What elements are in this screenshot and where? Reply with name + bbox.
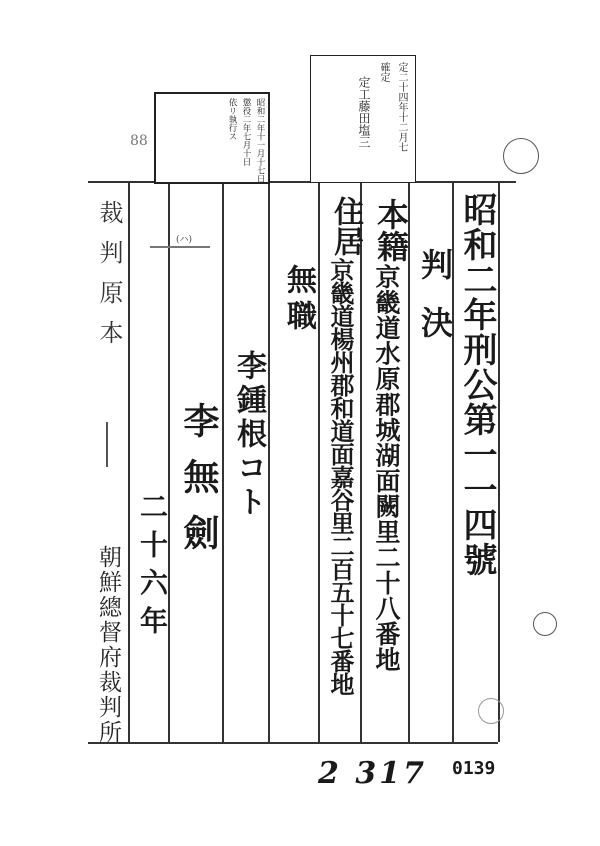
column-rule [498, 181, 500, 742]
stamp-line: 定工藤田塩三 [357, 76, 371, 148]
stamp-page-code: (ハ) [176, 235, 193, 245]
stamp-line: 定二十四年十二月七 [396, 62, 407, 152]
confirmation-stamp [310, 55, 416, 183]
residence-label: 住居 [328, 196, 363, 256]
residence-value: 京畿道楊州郡和道面嘉谷里二百五十七番地 [326, 258, 355, 695]
domicile-label: 本籍 [372, 198, 410, 262]
defendant-alias: 李鍾根コト [231, 350, 266, 520]
judgment-heading: 判決 [416, 248, 454, 364]
domicile-value: 京畿道水原郡城湖面闕里二十八番地 [372, 264, 401, 672]
margin-circle-mark [503, 138, 539, 174]
margin-circle-mark [478, 698, 504, 724]
side-label-original: 裁判原本 [95, 200, 123, 360]
column-rule [168, 181, 170, 742]
case-number: 昭和二年刑公第一一四號 [457, 192, 497, 577]
side-dash [106, 422, 108, 467]
stamp-underline [150, 246, 210, 248]
execution-stamp [154, 92, 270, 184]
stamp-line: 依リ執行ス [227, 98, 237, 141]
defendant-name: 李無劍 [178, 402, 220, 570]
column-rule [128, 181, 130, 742]
stamp-line: 昭和二年十一月十七日 [255, 98, 265, 183]
handwritten-reference: 2 317 [318, 756, 427, 791]
court-name: 朝鮮總督府裁判所 [95, 545, 121, 745]
stamp-line: 確定 [378, 62, 389, 82]
stamp-line: 懲役二年七月十日 [241, 98, 251, 166]
bottom-border-line [88, 742, 498, 744]
page-number: 0139 [452, 758, 496, 779]
column-rule [408, 181, 410, 742]
left-margin-mark: 88 [130, 133, 148, 149]
margin-circle-mark [533, 612, 557, 636]
occupation: 無職 [281, 264, 316, 336]
defendant-age: 二十六年 [136, 492, 169, 644]
column-rule [360, 181, 362, 742]
